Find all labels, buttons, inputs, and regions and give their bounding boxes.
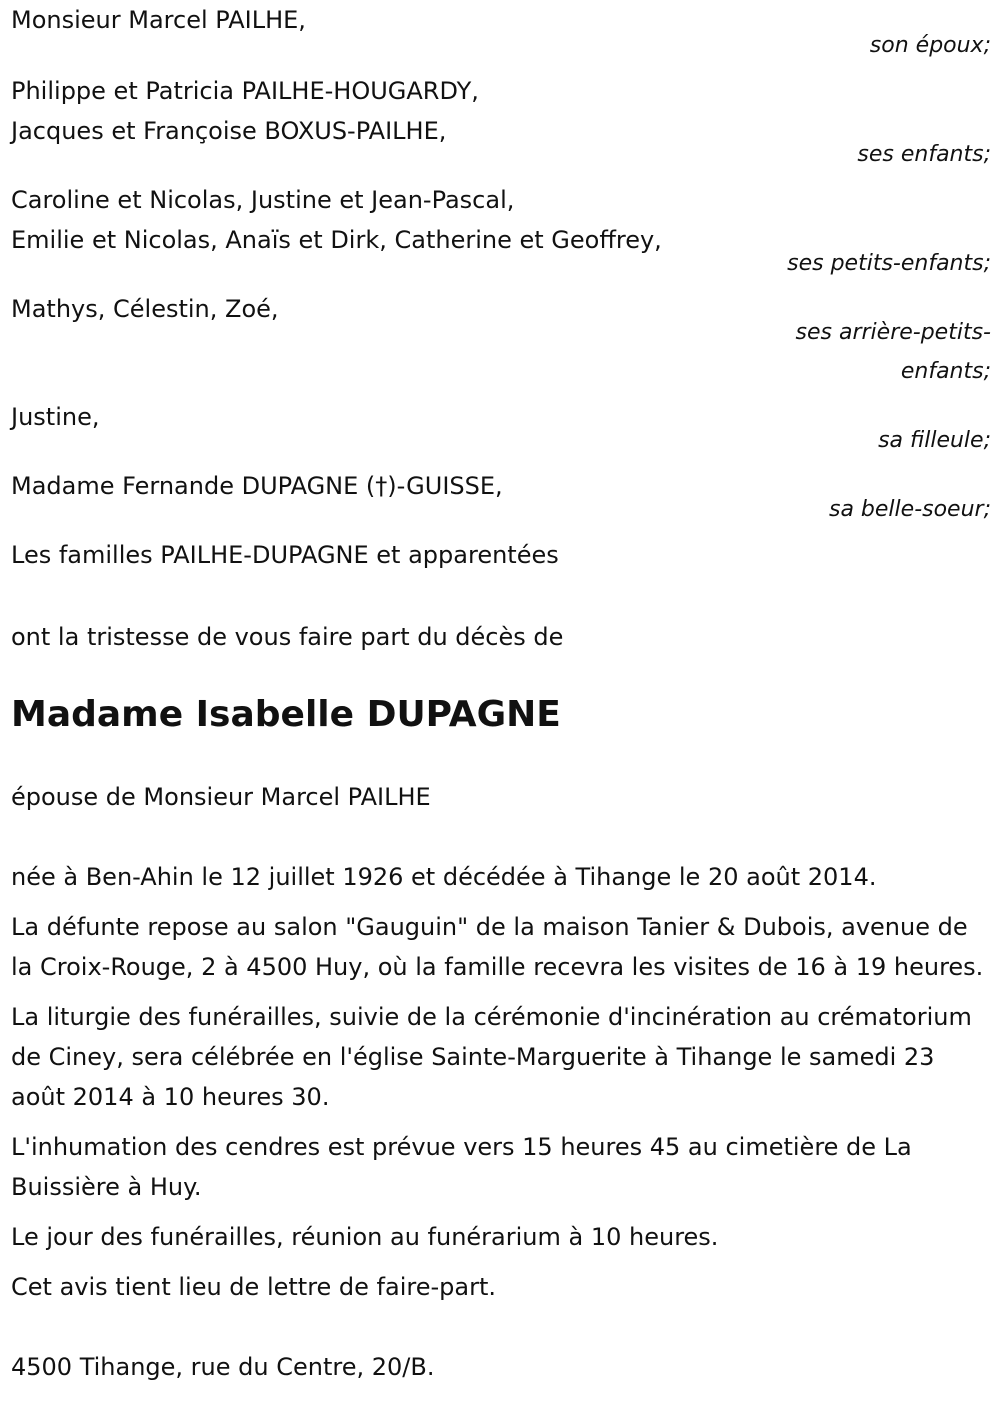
family-group-children <box>11 71 991 174</box>
family-name-line: Emilie et Nicolas, Anaïs et Dirk, Catherine et Geoffrey, <box>11 226 662 254</box>
spouse-line: épouse de Monsieur Marcel PAILHE <box>11 783 431 811</box>
family-group-goddaughter <box>11 397 991 460</box>
family-role: ses petits-enfants; <box>787 251 991 276</box>
details-paragraph-birth-death: née à Ben-Ahin le 12 juillet 1926 et décédée à Tihange le 20 août 2014. <box>11 863 877 891</box>
details-paragraph-liturgy: La liturgie des funérailles, suivie de la cérémonie d'incinération au crématorium de Ciney, sera célébrée en l'église Sainte-Marguerite à Tihange le samedi 23 août 2014 à 10 heures 30. <box>11 1003 972 1111</box>
family-name-line: Les familles PAILHE-DUPAGNE et apparentées <box>11 541 559 569</box>
family-role: son époux; <box>869 33 991 58</box>
details-paragraph-viewing: La défunte repose au salon "Gauguin" de la maison Tanier & Dubois, avenue de la Croix-Rouge, 2 à 4500 Huy, où la famille recevra les visites de 16 à 19 heures. <box>11 913 984 981</box>
family-name-line: Justine, <box>11 403 100 431</box>
family-group-grandchildren <box>11 180 991 283</box>
address-line: 4500 Tihange, rue du Centre, 20/B. <box>11 1353 435 1381</box>
family-group-sister-in-law <box>11 466 991 529</box>
obituary-notice <box>11 0 991 1387</box>
family-group-great-grandchildren <box>11 289 991 391</box>
family-name-line: Jacques et Françoise BOXUS-PAILHE, <box>11 117 447 145</box>
family-name-line: Madame Fernande DUPAGNE (†)-GUISSE, <box>11 472 503 500</box>
family-name-line: Mathys, Célestin, Zoé, <box>11 295 279 323</box>
family-role: ses enfants; <box>857 142 991 167</box>
family-group-relatives <box>11 535 991 575</box>
family-name-line: Philippe et Patricia PAILHE-HOUGARDY, <box>11 77 479 105</box>
details-paragraph-meeting: Le jour des funérailles, réunion au funérarium à 10 heures. <box>11 1223 719 1251</box>
family-role: ses arrière-petits-enfants; <box>795 320 991 384</box>
family-name-line: Monsieur Marcel PAILHE, <box>11 6 306 34</box>
family-role: sa belle-soeur; <box>829 497 991 522</box>
deceased-name: Madame Isabelle DUPAGNE <box>11 694 561 735</box>
details-section <box>11 857 991 1307</box>
family-role: sa filleule; <box>878 428 991 453</box>
family-name-line: Caroline et Nicolas, Justine et Jean-Pascal, <box>11 186 515 214</box>
family-group-spouse <box>11 0 991 65</box>
details-paragraph-inhumation: L'inhumation des cendres est prévue vers 15 heures 45 au cimetière de La Buissière à Huy. <box>11 1133 912 1201</box>
announcement-text: ont la tristesse de vous faire part du décès de <box>11 623 564 651</box>
details-paragraph-notice: Cet avis tient lieu de lettre de faire-part. <box>11 1273 496 1301</box>
